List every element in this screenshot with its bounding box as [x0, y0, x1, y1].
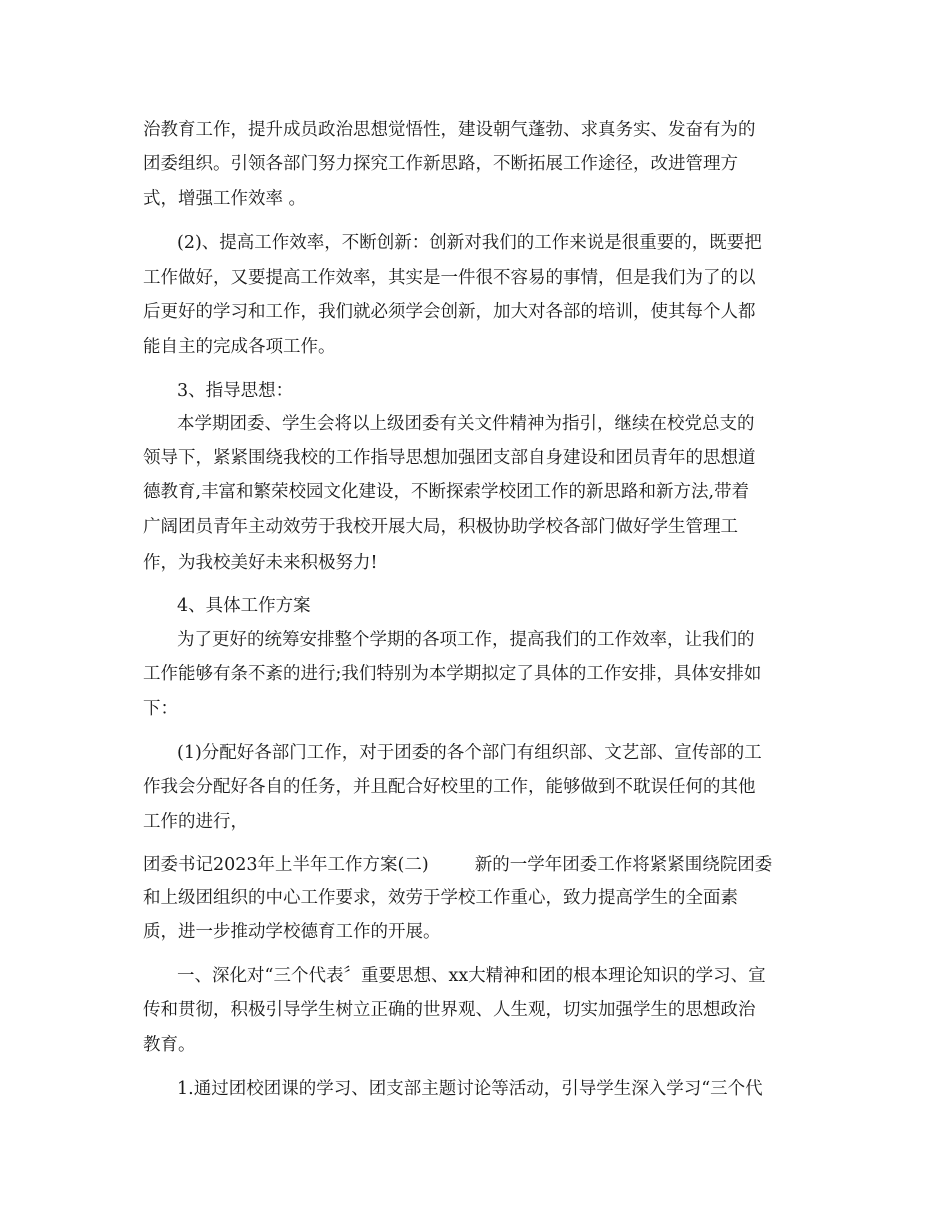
text-line: 后更好的学习和工作，我们就必须学会创新，加大对各部的培训，使其每个人都	[143, 302, 756, 322]
text-line: 团委组织。引领各部门努力探究工作新思路，不断拓展工作途径，改进管理方	[143, 154, 738, 174]
text-line: 本学期团委、学生会将以上级团委有关文件精神为指引，继续在校党总支的	[177, 414, 755, 434]
text-line: 和上级团组织的中心工作要求，效劳于学校工作重心，致力提高学生的全面素	[143, 888, 738, 908]
text-line: 工作做好，又要提高工作效率，其实是一件很不容易的事情，但是我们为了的以	[143, 268, 756, 288]
text-line: 传和贯彻，积极引导学生树立正确的世界观、人生观，切实加强学生的思想政治	[143, 1000, 756, 1020]
text-line: 广阔团员青年主动效劳于我校开展大局，积极协助学校各部门做好学生管理工	[143, 517, 738, 537]
text-line: 工作能够有条不紊的进行;我们特别为本学期拟定了具体的工作安排，具体安排如	[143, 664, 762, 684]
text-line: 领导下，紧紧围绕我校的工作指导思想加强团支部自身建设和团员青年的思想道	[143, 448, 756, 468]
text-line-continuation: 新的一学年团委工作将紧紧围绕院团委	[474, 855, 773, 875]
text-line: 教育。	[143, 1035, 196, 1055]
document-title: 团委书记2023年上半年工作方案(二)	[143, 855, 429, 875]
text-line: 为了更好的统筹安排整个学期的各项工作，提高我们的工作效率，让我们的	[177, 630, 755, 650]
section-heading: 4、具体工作方案	[177, 596, 311, 616]
text-line	[143, 853, 772, 877]
text-line: 德教育,丰富和繁荣校园文化建设，不断探索学校团工作的新思路和新方法,带着	[143, 482, 750, 502]
text-line: 质，进一步推动学校德育工作的开展。	[143, 922, 441, 942]
text-line: 作我会分配好各自的任务，并且配合好校里的工作，能够做到不耽误任何的其他	[143, 777, 756, 797]
text-line: 能自主的完成各项工作。	[143, 337, 336, 357]
text-line: 下：	[143, 699, 178, 719]
section-heading: 一、深化对“三个代表〞重要思想、xx大精神和团的根本理论知识的学习、宣	[177, 966, 766, 986]
text-line: 式，增强工作效率 。	[143, 189, 307, 209]
text-line: 治教育工作，提升成员政治思想觉悟性，建设朝气蓬勃、求真务实、发奋有为的	[143, 120, 756, 140]
section-heading: 3、指导思想：	[177, 381, 294, 401]
text-line: (2)、提高工作效率，不断创新：创新对我们的工作来说是很重要的，既要把	[177, 233, 762, 253]
text-line: (1)分配好各部门工作，对于团委的各个部门有组织部、文艺部、宣传部的工	[177, 743, 762, 763]
text-line: 1.通过团校团课的学习、团支部主题讨论等活动，引导学生深入学习“三个代	[177, 1079, 763, 1099]
text-line: 工作的进行，	[143, 812, 248, 832]
text-line: 作，为我校美好未来积极努力!	[143, 553, 378, 573]
